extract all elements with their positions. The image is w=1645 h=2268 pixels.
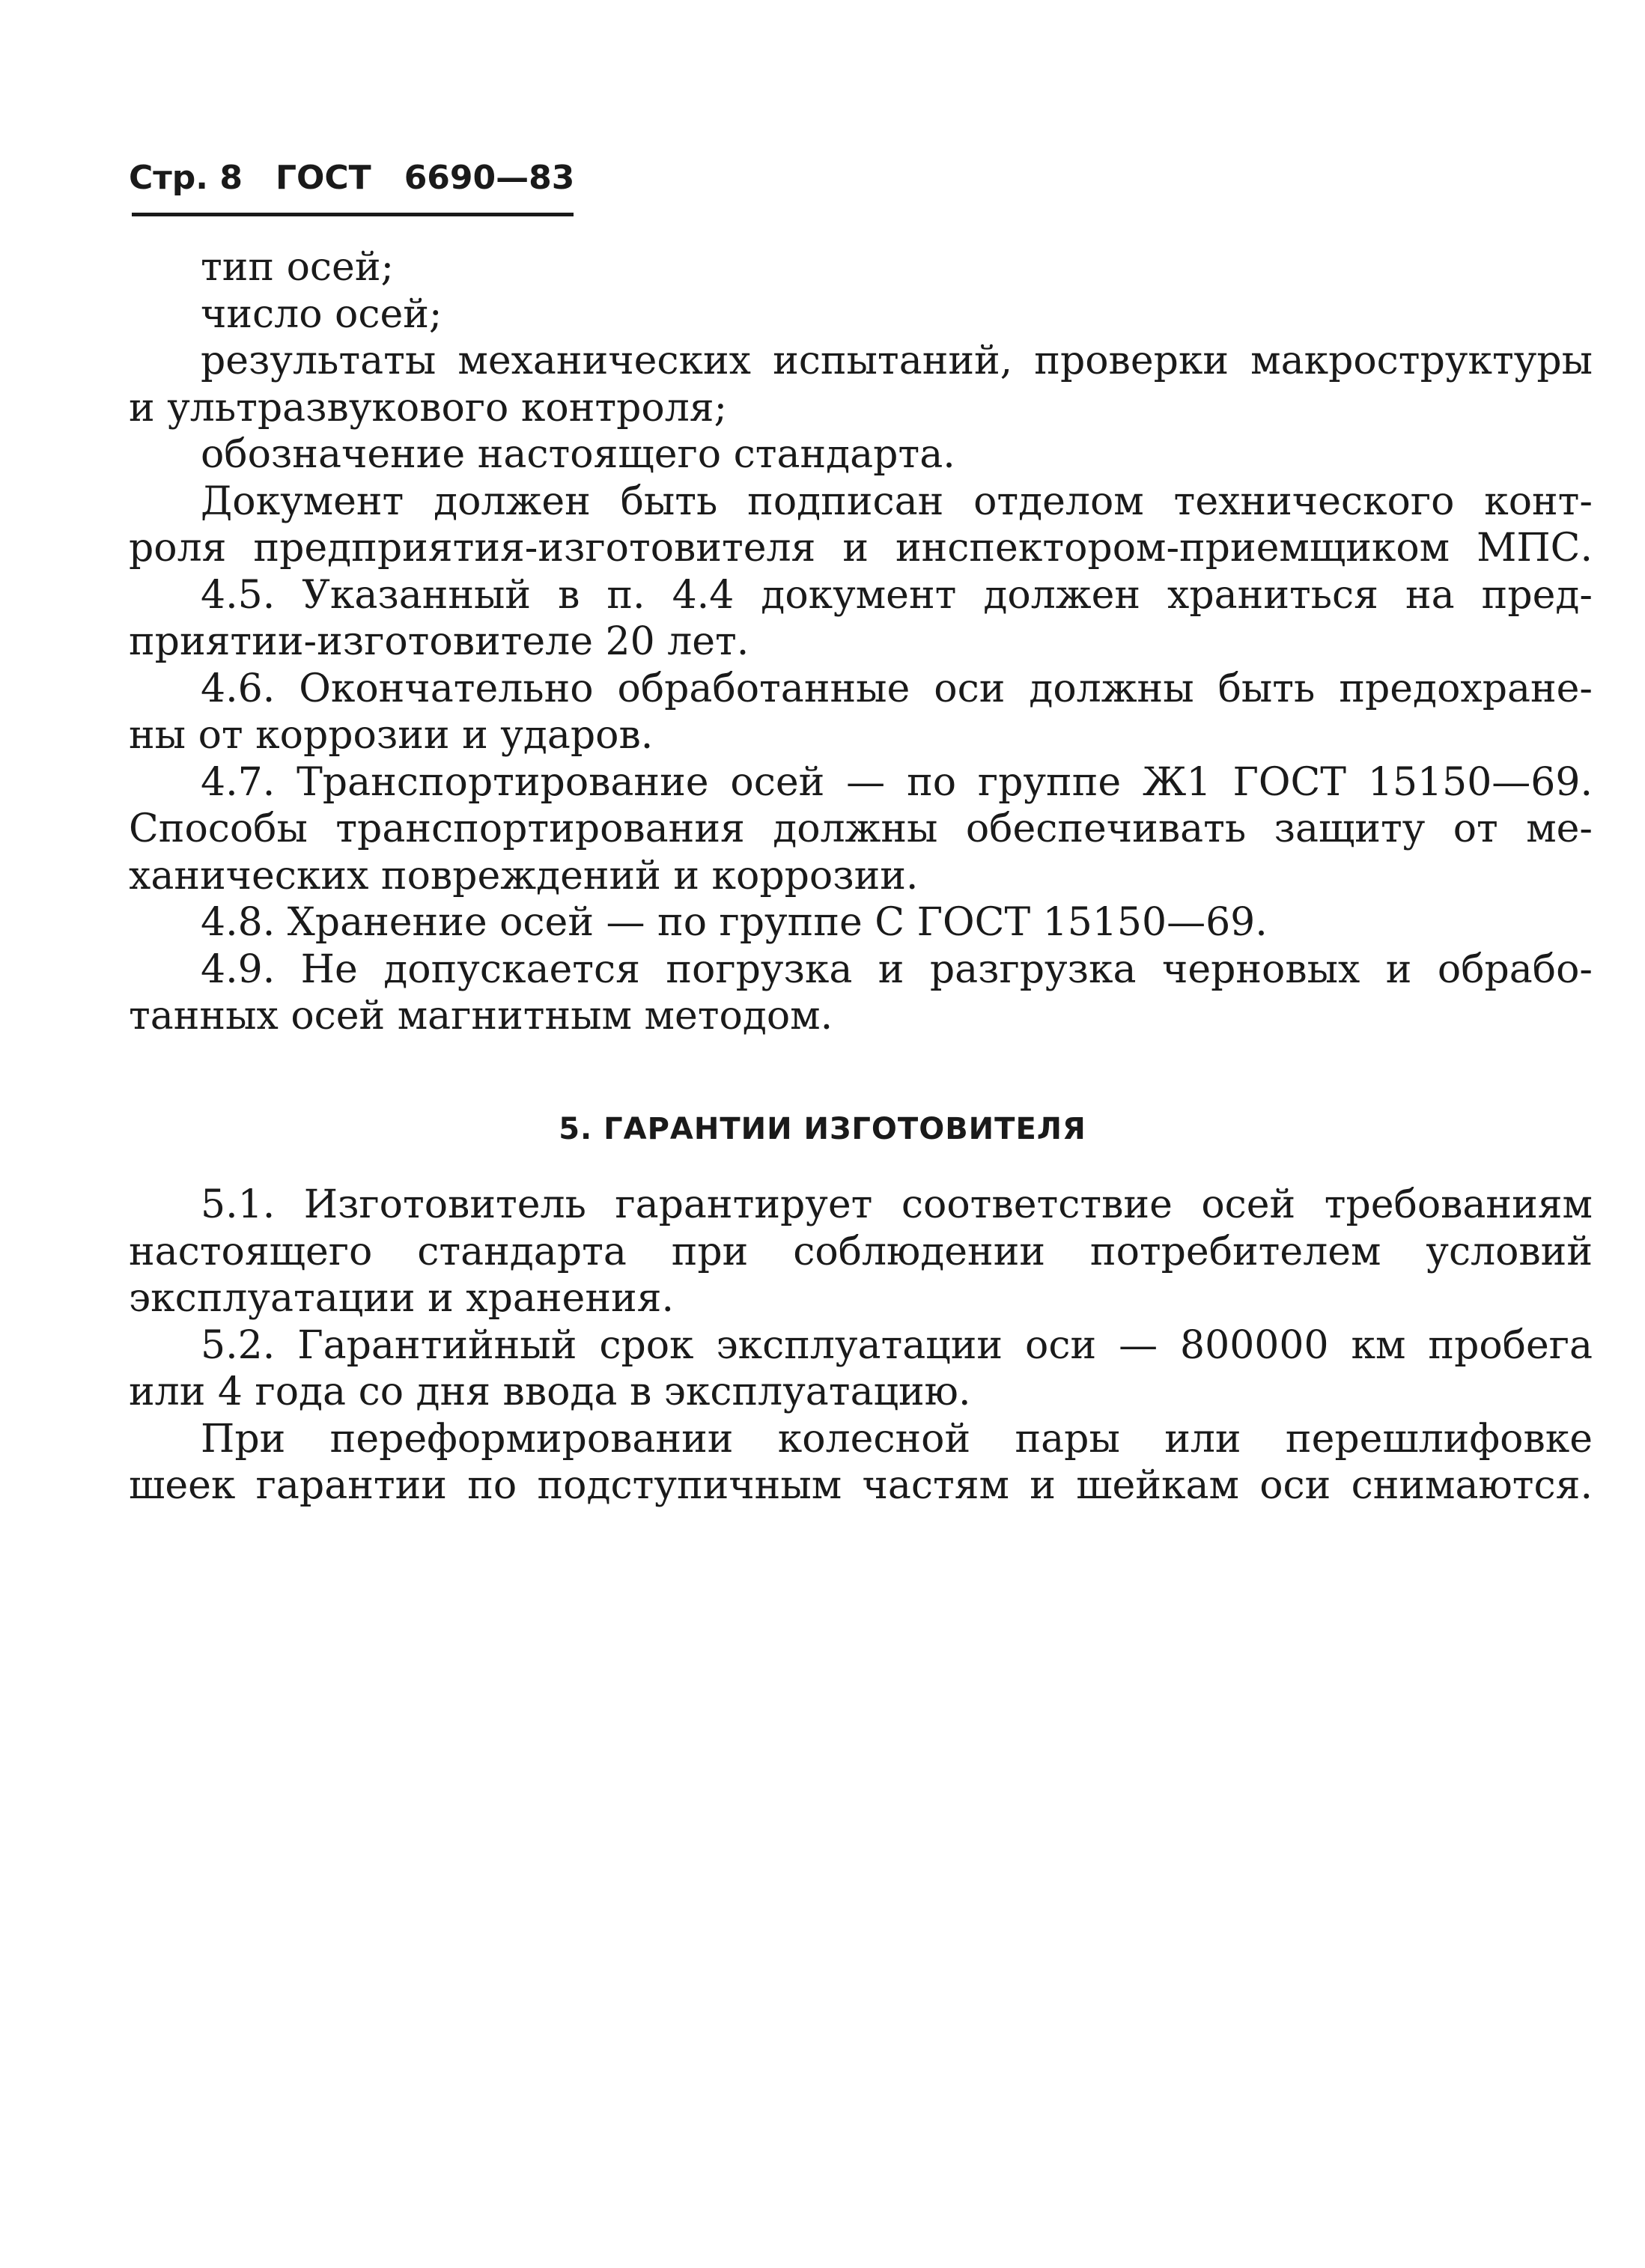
page-header xyxy=(129,156,574,201)
text-line: шеек гарантии по подступичным частям и шейкам оси снимаются. xyxy=(129,1463,1593,1508)
clause-4-6: 4.6. Окончательно обработанные оси должны быть предохране- xyxy=(201,666,1593,711)
clause-4-8: 4.8. Хранение осей — по группе С ГОСТ 15150—69. xyxy=(201,900,1268,945)
text-line: тип осей; xyxy=(201,245,394,290)
text-line: роля предприятия-изготовителя и инспектором-приемщиком МПС. xyxy=(129,526,1593,571)
section-5-body xyxy=(129,1182,1593,1510)
standard-label: ГОСТ xyxy=(275,159,371,197)
text-line: При переформировании колесной пары или перешлифовке xyxy=(201,1416,1593,1462)
section-4-continuation xyxy=(129,244,1593,1040)
text-line: настоящего стандарта при соблюдении потребителем условий xyxy=(129,1229,1593,1274)
text-line: Способы транспортирования должны обеспечивать защиту от ме- xyxy=(129,806,1593,851)
text-line: эксплуатации и хранения. xyxy=(129,1276,674,1321)
text-line: результаты механических испытаний, проверки макроструктуры xyxy=(201,338,1593,383)
clause-5-1: 5.1. Изготовитель гарантирует соответствие осей требованиям xyxy=(201,1182,1593,1227)
text-line: ны от коррозии и ударов. xyxy=(129,713,654,758)
text-line: и ультразвукового контроля; xyxy=(129,385,728,431)
text-line: танных осей магнитным методом. xyxy=(129,994,833,1039)
standard-number: 6690—83 xyxy=(404,159,575,197)
header-rule xyxy=(132,213,574,216)
clause-4-7: 4.7. Транспортирование осей — по группе Ж1 ГОСТ 15150—69. xyxy=(201,759,1593,805)
text-line: обозначение настоящего стандарта. xyxy=(201,432,955,477)
section-5-title: 5. ГАРАНТИИ ИЗГОТОВИТЕЛЯ xyxy=(559,1112,1086,1146)
text-line: число осей; xyxy=(201,291,443,337)
text-line: приятии-изготовителе 20 лет. xyxy=(129,619,749,664)
clause-5-2: 5.2. Гарантийный срок эксплуатации оси — 800000 км пробега xyxy=(201,1322,1593,1368)
text-line: ханических повреждений и коррозии. xyxy=(129,853,919,899)
page-number: Стр. 8 xyxy=(129,159,243,197)
clause-4-9: 4.9. Не допускается погрузка и разгрузка черновых и обрабо- xyxy=(201,946,1593,992)
clause-4-5: 4.5. Указанный в п. 4.4 документ должен хранитьcя на пред- xyxy=(201,572,1593,618)
text-line: или 4 года со дня ввода в эксплуатацию. xyxy=(129,1369,971,1414)
text-line: Документ должен быть подписан отделом технического конт- xyxy=(201,478,1593,524)
